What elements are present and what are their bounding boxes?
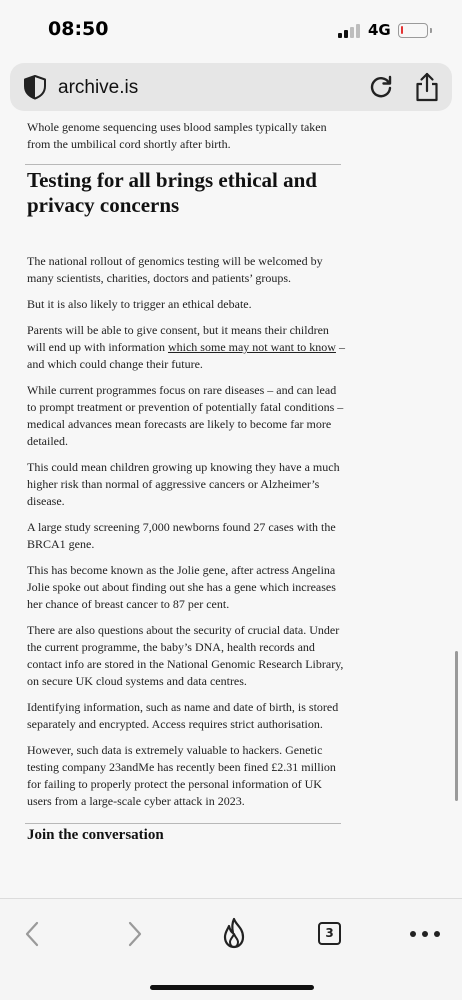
section-divider — [25, 164, 341, 165]
status-bar — [0, 0, 462, 60]
article-paragraph: A large study screening 7,000 newborns found 27 cases with the BRCA1 gene. — [27, 520, 336, 551]
article-link[interactable]: which some may not want to know — [167, 340, 336, 354]
section-divider — [25, 823, 341, 824]
fire-icon[interactable] — [220, 917, 248, 949]
scrollbar[interactable] — [455, 651, 458, 801]
home-indicator[interactable] — [150, 985, 314, 990]
article-paragraph: There are also questions about the security of crucial data. Under the current programme, the baby’s DNA, health records and contact info are stored in the National Genomic Research Library, on secure UK cloud systems and data centres. — [27, 623, 344, 688]
tabs-button[interactable]: 3 — [318, 922, 341, 945]
url-text[interactable]: archive.is — [58, 77, 139, 98]
address-bar[interactable] — [10, 63, 452, 111]
paragraph-text: – and which could change their future. — [27, 340, 345, 371]
reload-icon[interactable] — [368, 74, 394, 100]
article-paragraph: This could mean children growing up knowing they have a much higher risk than normal of aggressive cancers or Alzheimer’s disease. — [27, 460, 340, 508]
network-type: 4G — [368, 21, 391, 39]
chevron-left-icon[interactable] — [22, 921, 42, 947]
battery-icon — [398, 23, 428, 38]
section-heading: Testing for all brings ethical and privacy concerns — [27, 168, 317, 217]
paragraph-text: Parents will be able to give consent, but it means their children will end up with information — [27, 323, 329, 354]
article-paragraph: But it is also likely to trigger an ethical debate. — [27, 297, 252, 311]
share-icon[interactable] — [414, 72, 440, 102]
article-paragraph — [27, 322, 345, 373]
article-paragraph: Identifying information, such as name and date of birth, is stored separately and encrypted. Access requires strict authorisation. — [27, 700, 339, 731]
battery-level — [401, 26, 403, 34]
chevron-right-icon[interactable] — [125, 921, 145, 947]
battery-cap — [430, 28, 432, 33]
signal-icon — [338, 24, 362, 38]
status-time: 08:50 — [48, 18, 109, 40]
article-paragraph: However, such data is extremely valuable to hackers. Genetic testing company 23andMe has recently been fined £2.31 million for failing to properly protect the personal information of UK users from a large-scale cyber attack in 2023. — [27, 743, 336, 808]
lead-paragraph: Whole genome sequencing uses blood samples typically taken from the umbilical cord shortly after birth. — [27, 120, 327, 151]
next-section-heading: Join the conversation — [27, 827, 164, 843]
shield-icon[interactable] — [22, 74, 48, 100]
article-paragraph: While current programmes focus on rare diseases – and can lead to prompt treatment or prevention of potentially fatal conditions – medical advances mean forecasts are likely to become far more detailed. — [27, 383, 344, 448]
article-paragraph: This has become known as the Jolie gene, after actress Angelina Jolie spoke out about finding out she has a gene which increases her chance of breast cancer to 87 per cent. — [27, 563, 336, 611]
article-content[interactable] — [0, 111, 462, 898]
more-icon[interactable] — [410, 931, 440, 939]
article-paragraph: The national rollout of genomics testing will be welcomed by many scientists, charities, doctors and patients’ groups. — [27, 254, 323, 285]
